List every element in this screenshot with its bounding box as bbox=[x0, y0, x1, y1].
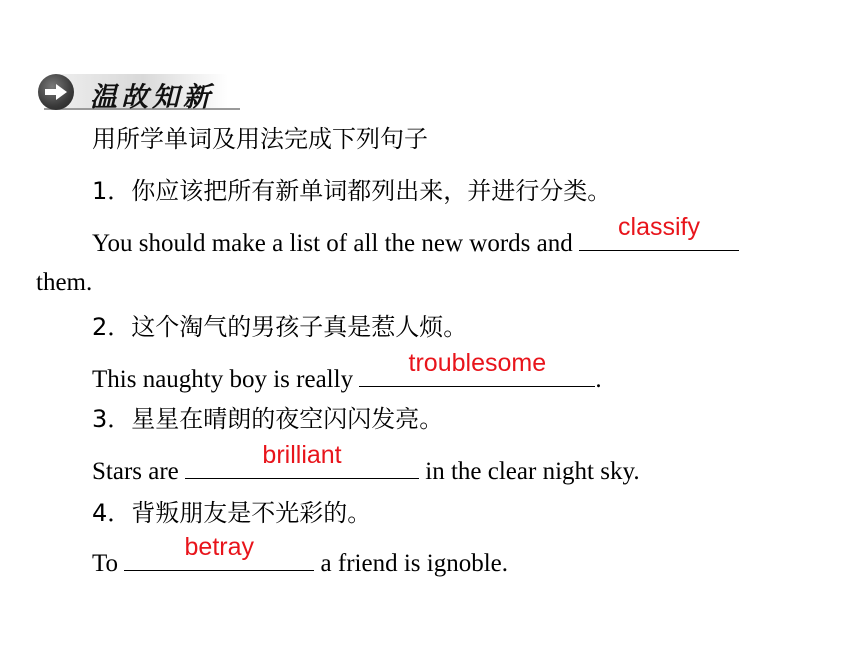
english-text: Stars are bbox=[92, 458, 186, 485]
answer-blank bbox=[579, 213, 739, 251]
section-title: 温故知新 bbox=[90, 82, 214, 113]
item-number: 3． bbox=[92, 405, 132, 433]
chinese-sentence: 星星在晴朗的夜空闪闪发亮。 bbox=[131, 405, 444, 433]
item-3-english bbox=[92, 441, 640, 487]
english-text: a friend is ignoble. bbox=[314, 550, 508, 577]
item-number: 1． bbox=[92, 177, 132, 205]
item-2-chinese bbox=[92, 312, 467, 342]
english-text: You should make a list of all the new words and bbox=[92, 230, 579, 257]
answer-text: brilliant bbox=[262, 441, 342, 469]
arrow-right-icon bbox=[38, 74, 74, 110]
item-4-english bbox=[92, 533, 508, 579]
answer-blank bbox=[359, 349, 595, 387]
instruction: 用所学单词及用法完成下列句子 bbox=[92, 125, 428, 153]
item-number: 4． bbox=[92, 499, 132, 527]
answer-text: classify bbox=[618, 213, 700, 241]
english-text: To bbox=[92, 550, 125, 577]
answer-text: troublesome bbox=[408, 349, 547, 377]
chinese-sentence: 这个淘气的男孩子真是惹人烦。 bbox=[131, 313, 468, 341]
item-number: 2． bbox=[92, 313, 132, 341]
item-4-chinese bbox=[92, 498, 371, 528]
answer-blank bbox=[185, 441, 419, 479]
english-text: in the clear night sky. bbox=[419, 458, 640, 485]
chinese-sentence: 背叛朋友是不光彩的。 bbox=[131, 499, 372, 527]
english-text: This naughty boy is really bbox=[92, 366, 360, 393]
answer-text: betray bbox=[184, 533, 255, 561]
answer-blank bbox=[124, 533, 314, 571]
item-1-english-cont: them. bbox=[36, 269, 93, 296]
item-1-english bbox=[92, 213, 739, 259]
english-text: . bbox=[595, 366, 602, 393]
item-1-chinese bbox=[92, 176, 611, 206]
item-3-chinese bbox=[92, 404, 443, 434]
section-header bbox=[38, 74, 238, 113]
item-2-english bbox=[92, 349, 602, 395]
chinese-sentence: 你应该把所有新单词都列出来，并进行分类。 bbox=[131, 177, 612, 205]
